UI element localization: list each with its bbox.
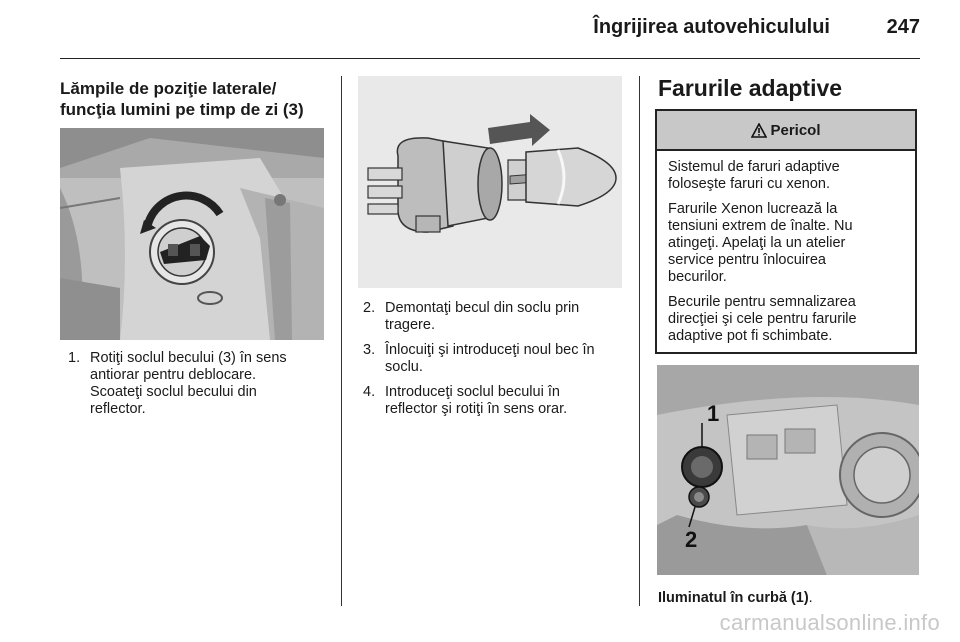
danger-title: Pericol [770,121,821,139]
steps-list-left [68,350,334,426]
header-rule [60,58,920,59]
figure-caption [658,590,813,606]
step-line: Introduceţi soclul becului în [385,384,560,400]
danger-warning-box [655,109,917,354]
danger-line: adaptive pot fi schimbate. [668,328,833,344]
danger-line: Sistemul de faruri adaptive [668,159,840,175]
danger-paragraph [668,294,905,345]
danger-line: Farurile Xenon lucrează la [668,201,838,217]
heading-line: Lămpile de poziţie laterale/ [60,79,277,98]
danger-line: tensiuni extrem de înalte. Nu [668,218,853,234]
figure-bulb-removal [358,76,622,288]
header-title: Îngrijirea autovehiculului [593,16,830,38]
bulb-removal-illustration [358,76,622,288]
danger-line: direcţiei şi cele pentru farurile [668,311,857,327]
danger-line: atingeţi. Apelaţi la un atelier [668,235,846,251]
step-item [68,350,334,418]
column-divider-left [341,76,342,606]
step-item [363,384,633,418]
figure-adaptive-headlight-assembly [657,365,919,575]
step-line: reflector şi rotiţi în sens orar. [385,401,568,417]
heading-line: funcţia lumini pe timp de zi (3) [60,100,304,119]
step-item [363,342,633,376]
headlight-assembly-illustration [657,365,919,575]
danger-line: foloseşte faruri cu xenon. [668,176,831,192]
caption-tail: . [808,590,813,606]
section-heading-adaptive-headlights: Farurile adaptive [658,75,843,101]
figure-label-2: 2 [685,527,698,552]
step-line: tragere. [385,317,435,333]
step-line: Rotiţi soclul becului (3) în sens [90,350,287,366]
section-heading-side-lamps [60,78,340,120]
bulb-socket-illustration [60,128,324,340]
figure-label-1: 1 [707,401,720,426]
step-number: 3. [363,342,376,358]
step-item [363,300,633,334]
step-line: Scoateţi soclul becului din [90,384,257,400]
page-header [0,0,960,60]
danger-paragraph [668,159,905,193]
danger-line: becurilor. [668,269,727,285]
step-number: 2. [363,300,376,316]
danger-line: Becurile pentru semnalizarea [668,294,856,310]
figure-bulb-socket-rotation [60,128,324,340]
page-number: 247 [886,16,920,38]
step-line: antiorar pentru deblocare. [90,367,257,383]
step-line: Demontaţi becul din soclu prin [385,300,580,316]
caption-bold: Iluminatul în curbă (1) [658,590,809,606]
watermark: carmanualsonline.info [719,610,940,635]
step-number: 4. [363,384,376,400]
danger-box-body [657,151,915,345]
step-line: reflector. [90,401,146,417]
column-divider-right [639,76,640,606]
step-line: soclu. [385,359,423,375]
danger-box-header [657,111,915,151]
steps-list-middle [363,300,633,426]
danger-line: service pentru înlocuirea [668,252,826,268]
warning-triangle-icon [751,123,767,138]
step-number: 1. [68,350,81,366]
step-line: Înlocuiţi şi introduceţi noul bec în [385,342,595,358]
danger-paragraph [668,201,905,286]
